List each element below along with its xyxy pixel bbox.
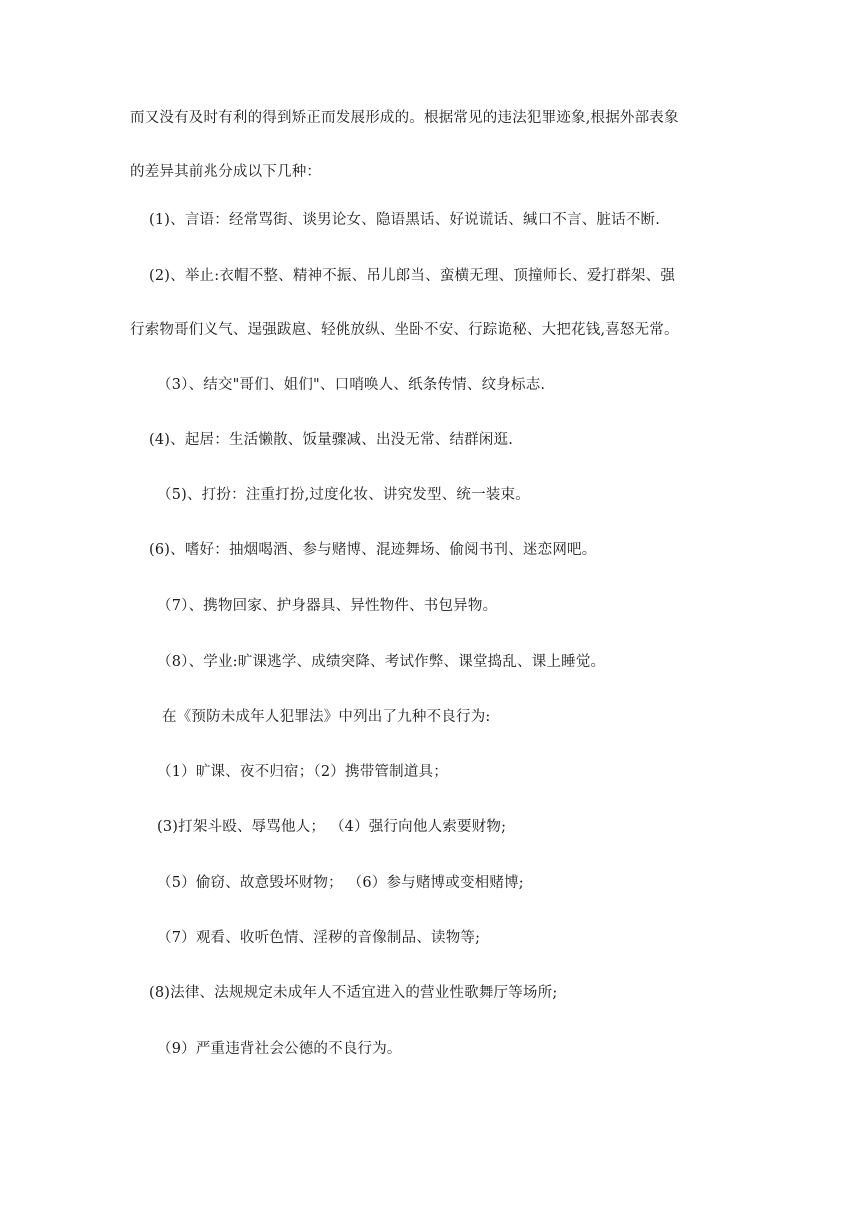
list-item-daily-life: (4)、起居：生活懒散、饭量骤减、出没无常、结群闲逛. [149, 432, 514, 448]
bad-behavior-8: (8)法律、法规规定未成年人不适宜进入的营业性歌舞厅等场所; [149, 985, 558, 1001]
paragraph-line-1: 而又没有及时有利的得到矫正而发展形成的。根据常见的违法犯罪迹象,根据外部表象 [130, 110, 679, 126]
bad-behavior-3-4: (3)打架斗殴、辱骂他人； （4）强行向他人索要财物; [157, 819, 507, 835]
bad-behavior-5-6: （5）偷窃、故意毁坏财物； （6）参与赌博或变相赌博; [157, 875, 524, 891]
list-item-behavior-continued: 行索物哥们义气、逞强跋扈、轻佻放纵、坐卧不安、行踪诡秘、大把花钱,喜怒无常。 [130, 322, 679, 338]
list-item-friends: （3）、结交"哥们、姐们"、口哨唤人、纸条传情、纹身标志. [157, 377, 546, 393]
bad-behavior-1-2: （1）旷课、夜不归宿；（2）携带管制道具； [157, 764, 448, 780]
bad-behavior-9: （9）严重违背社会公德的不良行为。 [157, 1041, 402, 1057]
list-item-belongings: （7）、携物回家、护身器具、异性物件、书包异物。 [157, 598, 498, 614]
bad-behavior-7: （7）观看、收听色情、淫秽的音像制品、读物等; [157, 930, 481, 946]
paragraph-line-2: 的差异其前兆分成以下几种： [130, 164, 322, 180]
list-item-study: （8）、学业:旷课逃学、成绩突降、考试作弊、课堂捣乱、课上睡觉。 [157, 654, 606, 670]
list-item-speech: (1)、言语：经常骂街、谈男论女、隐语黑话、好说谎话、缄口不言、脏话不断. [149, 212, 661, 228]
list-item-behavior: (2)、举止:衣帽不整、精神不振、吊儿郎当、蛮横无理、顶撞师长、爱打群架、强 [149, 268, 676, 284]
law-intro-line: 在《预防未成年人犯罪法》中列出了九种不良行为: [162, 709, 491, 725]
list-item-appearance: （5)、打扮：注重打扮,过度化妆、讲究发型、统一装束。 [157, 487, 530, 503]
list-item-hobbies: (6)、嗜好：抽烟喝酒、参与赌博、混迹舞场、偷阅书刊、迷恋网吧。 [149, 542, 597, 558]
